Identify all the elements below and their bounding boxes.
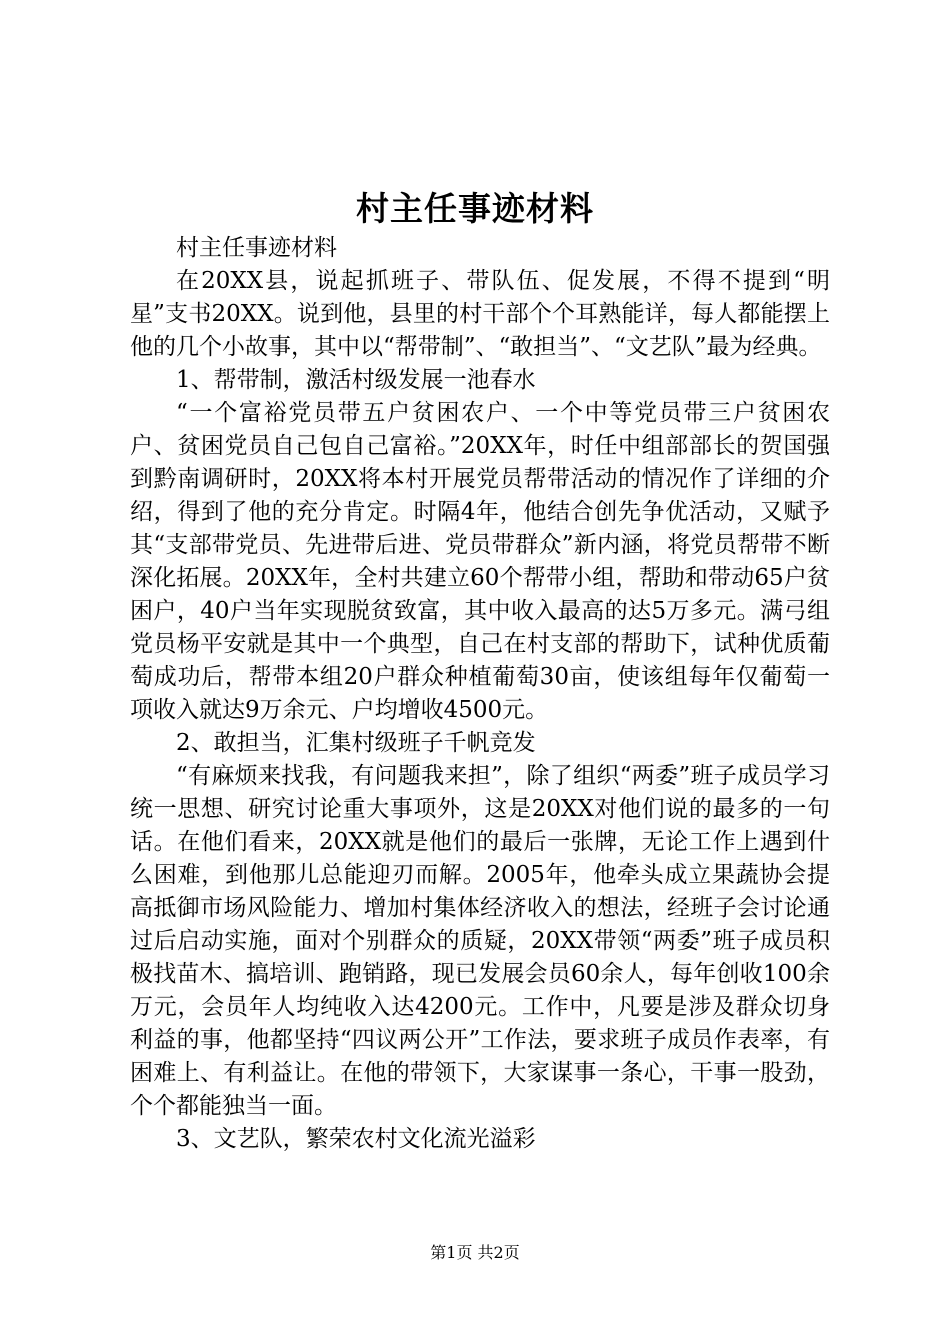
document-body xyxy=(130,232,830,1156)
page-footer: 第1页 共2页 xyxy=(430,1243,520,1262)
section-heading-2: 2、敢担当，汇集村级班子千帆竞发 xyxy=(176,730,536,756)
intro-paragraph: 在20XX县，说起抓班子、带队伍、促发展，不得不提到“明星”支书20XX。说到他，县里的村干部个个耳熟能详，每人都能摆上他的几个小故事，其中以“帮带制”、“敢担当”、“文艺队”最为经典。 xyxy=(130,268,830,360)
document-title: 村主任事迹材料 xyxy=(356,189,594,228)
document-subtitle: 村主任事迹材料 xyxy=(176,235,337,261)
section-body-1: “一个富裕党员带五户贫困农户、一个中等党员带三户贫困农户、贫困党员自己包自己富裕。”20XX年，时任中组部部长的贺国强到黔南调研时，20XX将本村开展党员帮带活动的情况作了详细的介绍，得到了他的充分肯定。时隔4年，他结合创先争优活动，又赋予其“支部带党员、先进带后进、党员带群众”新内涵，将党员帮带不断深化拓展。20XX年，全村共建立60个帮带小组，帮助和带动65户贫困户，40户当年实现脱贫致富，其中收入最高的达5万多元。满弓组党员杨平安就是其中一个典型，自己在村支部的帮助下，试种优质葡萄成功后，帮带本组20户群众种植葡萄30亩，使该组每年仅葡萄一项收入就达9万余元、户均增收4500元。 xyxy=(130,400,830,723)
section-body-2: “有麻烦来找我，有问题我来担”，除了组织“两委”班子成员学习统一思想、研究讨论重大事项外，这是20XX对他们说的最多的一句话。在他们看来，20XX就是他们的最后一张牌，无论工作上遇到什么困难，到他那儿总能迎刃而解。2005年，他牵头成立果蔬协会提高抵御市场风险能力、增加村集体经济收入的想法，经班子会讨论通过后启动实施，面对个别群众的质疑，20XX带领“两委”班子成员积极找苗木、搞培训、跑销路，现已发展会员60余人，每年创收100余万元，会员年人均纯收入达4200元。工作中，凡要是涉及群众切身利益的事，他都坚持“四议两公开”工作法，要求班子成员作表率，有困难上、有利益让。在他的带领下，大家谋事一条心，干事一股劲，个个都能独当一面。 xyxy=(130,763,830,1119)
section-heading-1: 1、帮带制，激活村级发展一池春水 xyxy=(176,367,536,393)
section-heading-3: 3、文艺队，繁荣农村文化流光溢彩 xyxy=(176,1126,536,1152)
